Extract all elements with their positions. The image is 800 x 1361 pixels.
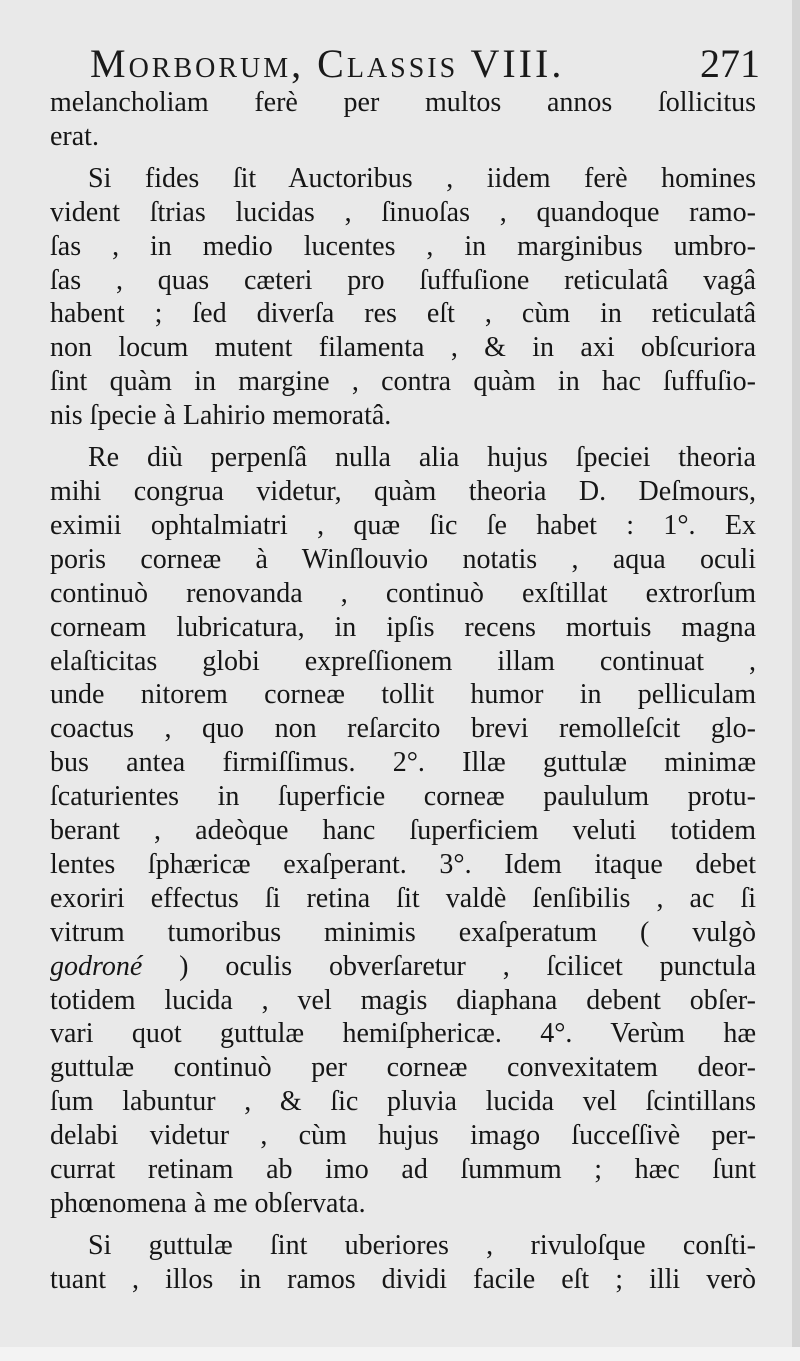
text-line: nis ſpecie à Lahirio memoratâ. [50, 400, 392, 432]
paragraph [50, 441, 756, 1221]
text-line: vident ſtrias lucidas , ſinuoſas , quandoque ramo- [50, 196, 756, 228]
text-line: delabi videtur , cùm hujus imago ſucceſſivè per- [50, 1120, 756, 1152]
text-line: eximii ophtalmiatri , quæ ſic ſe habet : 1°. Ex [50, 509, 756, 541]
text-line: godroné ) oculis obverſaretur , ſcilicet punctula [50, 950, 756, 982]
text-line: poris corneæ à Winſlouvio notatis , aqua oculi [50, 543, 756, 575]
text-line: currat retinam ab imo ad ſummum ; hæc ſunt [50, 1154, 756, 1186]
paragraph [50, 162, 756, 433]
text-line: ſum labuntur , & ſic pluvia lucida vel ſcintillans [50, 1086, 756, 1118]
text-line: bus antea firmiſſimus. 2°. Illæ guttulæ minimæ [50, 747, 756, 779]
paragraph [50, 1229, 756, 1297]
text-line: continuò renovanda , continuò exſtillat extrorſum [50, 577, 756, 609]
text-line: melancholiam ferè per multos annos ſollicitus [50, 87, 756, 118]
running-title: Morborum, Classis VIII. [90, 41, 565, 86]
text-line: coactus , quo non reſarcito brevi remolleſcit glo- [50, 713, 756, 745]
page-edge-shadow [792, 0, 800, 1361]
text-line: Si fides ſit Auctoribus , iidem ferè homines [88, 162, 756, 194]
text-line: ſas , in medio lucentes , in marginibus umbro- [50, 230, 756, 262]
text-line: ſas , quas cæteri pro ſuffuſione reticulatâ vagâ [50, 264, 756, 296]
text-line: exoriri effectus ſi retina ſit valdè ſenſibilis , ac ſi [50, 882, 756, 914]
text-line: mihi congrua videtur, quàm theoria D. Deſmours, [50, 475, 756, 507]
text-line: unde nitorem corneæ tollit humor in pelliculam [50, 679, 756, 711]
text-line: lentes ſphæricæ exaſperant. 3°. Idem itaque debet [50, 848, 756, 880]
text-line: Si guttulæ ſint uberiores , rivuloſque conſti- [88, 1229, 756, 1261]
text-line: totidem lucida , vel magis diaphana debent obſer- [50, 984, 756, 1016]
text-line: phœnomena à me obſervata. [50, 1188, 366, 1219]
text-line: Re diù perpenſâ nulla alia hujus ſpeciei theoria [88, 442, 756, 474]
italic-word: godroné [50, 950, 143, 982]
text-line: habent ; ſed diverſa res eſt , cùm in reticulatâ [50, 298, 756, 330]
text-line: erat. [50, 120, 99, 152]
page-number: 271 [700, 41, 760, 86]
text-line: elaſticitas globi expreſſionem illam continuat , [50, 645, 756, 677]
paragraph [50, 86, 756, 154]
text-line: ſint quàm in margine , contra quàm in hac ſuffuſio- [50, 366, 756, 398]
text-line: corneam lubricatura, in ipſis recens mortuis magna [50, 611, 756, 643]
text-line: vari quot guttulæ hemiſphericæ. 4°. Verùm hæ [50, 1018, 756, 1050]
text-line: vitrum tumoribus minimis exaſperatum ( vulgò [50, 916, 756, 948]
text-line: ſcaturientes in ſuperficie corneæ paululum protu- [50, 781, 756, 813]
body-text [50, 86, 756, 1297]
text-line: berant , adeòque hanc ſuperficiem veluti totidem [50, 815, 756, 847]
text-line: tuant , illos in ramos dividi facile eſt ; illi verò [50, 1263, 756, 1295]
text-line: guttulæ continuò per corneæ convexitatem deor- [50, 1052, 756, 1084]
page-bottom-margin [0, 1347, 800, 1361]
text-line: non locum mutent filamenta , & in axi obſcuriora [50, 332, 756, 364]
